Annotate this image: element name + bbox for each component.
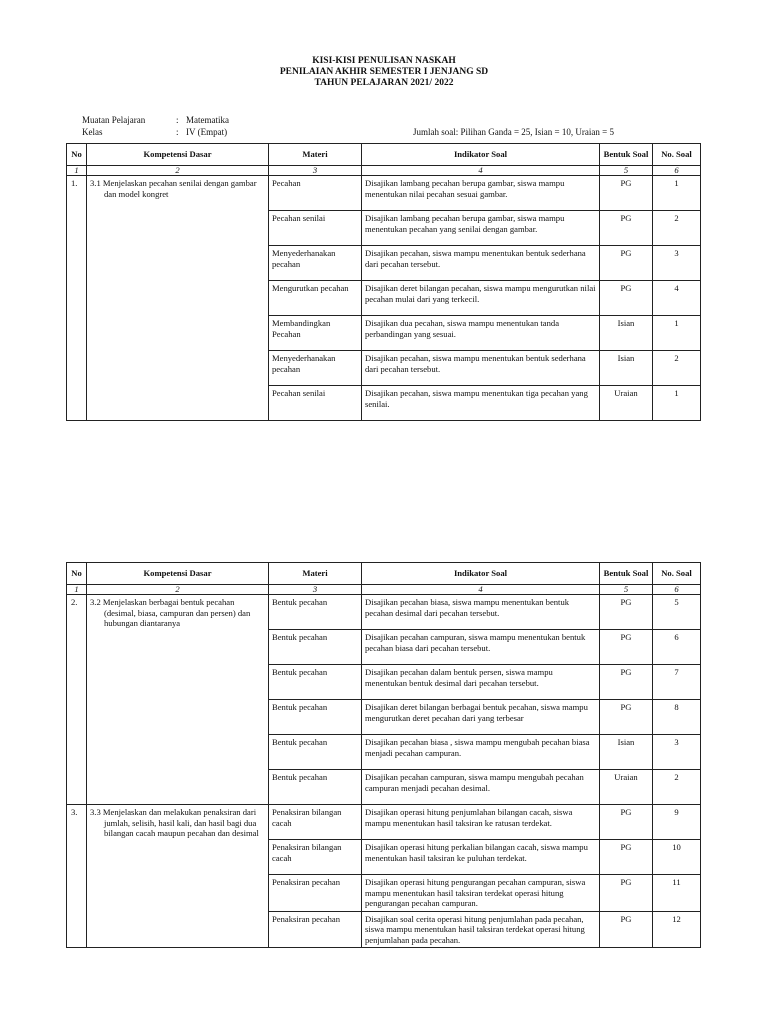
kompetensi-dasar-cell — [87, 176, 269, 421]
bentuk-soal-cell: PG — [600, 246, 653, 281]
bentuk-soal-cell: Isian — [600, 735, 653, 770]
header-materi: Materi — [269, 144, 362, 166]
row-number: 2. — [67, 595, 87, 805]
header-indikator-soal: Indikator Soal — [362, 144, 600, 166]
nomor-soal-cell: 11 — [653, 875, 701, 912]
table-body — [67, 176, 701, 421]
materi-cell: Bentuk pecahan — [269, 735, 362, 770]
header-no: No — [67, 144, 87, 166]
materi-cell: Bentuk pecahan — [269, 770, 362, 805]
column-number: 2 — [87, 166, 269, 176]
nomor-soal-cell: 1 — [653, 386, 701, 421]
indikator-cell: Disajikan operasi hitung pengurangan pecahan campuran, siswa mampu menentukan hasil taksiran terdekat operasi hitung pengurangan pecahan campuran. — [362, 875, 600, 912]
nomor-soal-cell: 1 — [653, 316, 701, 351]
kompetensi-dasar-text: 3.2 Menjelaskan berbagai bentuk pecahan (desimal, biasa, campuran dan persen) dan hubungan diantaranya — [90, 597, 251, 628]
indikator-cell: Disajikan pecahan biasa, siswa mampu menentukan bentuk pecahan desimal dari pecahan tersebut. — [362, 595, 600, 630]
nomor-soal-cell: 10 — [653, 840, 701, 875]
table-header — [67, 144, 701, 176]
indikator-cell: Disajikan pecahan campuran, siswa mampu menentukan bentuk pecahan biasa dari pecahan tersebut. — [362, 630, 600, 665]
class-value: IV (Empat) — [186, 127, 228, 137]
header-no-soal: No. Soal — [653, 144, 701, 166]
subject-colon: : — [176, 115, 179, 125]
column-number: 4 — [362, 585, 600, 595]
title-line-1: KISI-KISI PENULISAN NASKAH — [312, 56, 456, 66]
header-kompetensi-dasar: Kompetensi Dasar — [87, 563, 269, 585]
bentuk-soal-cell: PG — [600, 700, 653, 735]
bentuk-soal-cell: PG — [600, 875, 653, 912]
materi-cell: Penaksiran bilangan cacah — [269, 840, 362, 875]
column-number: 3 — [269, 166, 362, 176]
column-number: 5 — [600, 585, 653, 595]
table-row — [67, 595, 701, 630]
materi-cell: Bentuk pecahan — [269, 665, 362, 700]
column-number: 1 — [67, 166, 87, 176]
nomor-soal-cell: 6 — [653, 630, 701, 665]
materi-cell: Bentuk pecahan — [269, 700, 362, 735]
subject-label: Muatan Pelajaran — [82, 115, 146, 125]
table-header — [67, 563, 701, 595]
header-no-soal: No. Soal — [653, 563, 701, 585]
nomor-soal-cell: 1 — [653, 176, 701, 211]
indikator-cell: Disajikan pecahan biasa , siswa mampu mengubah pecahan biasa menjadi pecahan campuran. — [362, 735, 600, 770]
nomor-soal-cell: 9 — [653, 805, 701, 840]
nomor-soal-cell: 3 — [653, 735, 701, 770]
nomor-soal-cell: 8 — [653, 700, 701, 735]
nomor-soal-cell: 2 — [653, 351, 701, 386]
column-number: 3 — [269, 585, 362, 595]
column-number: 2 — [87, 585, 269, 595]
header-materi: Materi — [269, 563, 362, 585]
bentuk-soal-cell: PG — [600, 805, 653, 840]
nomor-soal-cell: 7 — [653, 665, 701, 700]
nomor-soal-cell: 2 — [653, 211, 701, 246]
materi-cell: Penaksiran pecahan — [269, 875, 362, 912]
indikator-cell: Disajikan pecahan, siswa mampu menentukan bentuk sederhana dari pecahan tersebut. — [362, 351, 600, 386]
table-row — [67, 176, 701, 211]
bentuk-soal-cell: PG — [600, 630, 653, 665]
column-number-row — [67, 166, 701, 176]
row-number: 1. — [67, 176, 87, 421]
title-line-2: PENILAIAN AKHIR SEMESTER I JENJANG SD — [279, 67, 489, 77]
materi-cell: Pecahan — [269, 176, 362, 211]
indikator-cell: Disajikan pecahan dalam bentuk persen, siswa mampu menentukan bentuk desimal dari pecahan tersebut. — [362, 665, 600, 700]
kompetensi-dasar-text: 3.1 Menjelaskan pecahan senilai dengan gambar dan model kongret — [90, 178, 257, 199]
indikator-cell: Disajikan pecahan, siswa mampu menentukan tiga pecahan yang senilai. — [362, 386, 600, 421]
materi-cell: Menyederhanakan pecahan — [269, 351, 362, 386]
indikator-cell: Disajikan soal cerita operasi hitung penjumlahan pada pecahan, siswa mampu menentukan hasil taksiran terdekat operasi hitung penjumlahan pada pecahan. — [362, 911, 600, 948]
nomor-soal-cell: 2 — [653, 770, 701, 805]
bentuk-soal-cell: PG — [600, 665, 653, 700]
indikator-cell: Disajikan operasi hitung penjumlahan bilangan cacah, siswa mampu menentukan hasil taksiran ke ratusan terdekat. — [362, 805, 600, 840]
column-number: 1 — [67, 585, 87, 595]
indikator-cell: Disajikan deret bilangan pecahan, siswa mampu mengurutkan nilai pecahan mulai dari yang terkecil. — [362, 281, 600, 316]
bentuk-soal-cell: Uraian — [600, 386, 653, 421]
nomor-soal-cell: 12 — [653, 911, 701, 948]
class-label: Kelas — [82, 127, 103, 137]
indikator-cell: Disajikan dua pecahan, siswa mampu menentukan tanda perbandingan yang sesuai. — [362, 316, 600, 351]
nomor-soal-cell: 3 — [653, 246, 701, 281]
blueprint-table-1 — [66, 143, 701, 421]
header-row — [67, 563, 701, 585]
blueprint-table-2 — [66, 562, 701, 948]
nomor-soal-cell: 5 — [653, 595, 701, 630]
bentuk-soal-cell: PG — [600, 595, 653, 630]
column-number: 6 — [653, 166, 701, 176]
indikator-cell: Disajikan lambang pecahan berupa gambar, siswa mampu menentukan pecahan yang senilai dengan gambar. — [362, 211, 600, 246]
materi-cell: Penaksiran pecahan — [269, 911, 362, 948]
materi-cell: Pecahan senilai — [269, 386, 362, 421]
materi-cell: Penaksiran bilangan cacah — [269, 805, 362, 840]
kompetensi-dasar-cell — [87, 805, 269, 948]
column-number: 4 — [362, 166, 600, 176]
kompetensi-dasar-cell — [87, 595, 269, 805]
bentuk-soal-cell: Uraian — [600, 770, 653, 805]
header-bentuk-soal: Bentuk Soal — [600, 563, 653, 585]
title-line-3: TAHUN PELAJARAN 2021/ 2022 — [314, 78, 454, 88]
header-row — [67, 144, 701, 166]
bentuk-soal-cell: Isian — [600, 351, 653, 386]
subject-value: Matematika — [186, 115, 229, 125]
materi-cell: Bentuk pecahan — [269, 630, 362, 665]
subject-row — [82, 114, 229, 126]
column-number-row — [67, 585, 701, 595]
column-number: 6 — [653, 585, 701, 595]
header-indikator-soal: Indikator Soal — [362, 563, 600, 585]
class-row — [82, 126, 227, 138]
indikator-cell: Disajikan pecahan campuran, siswa mampu mengubah pecahan campuran menjadi pecahan desimal. — [362, 770, 600, 805]
materi-cell: Mengurutkan pecahan — [269, 281, 362, 316]
indikator-cell: Disajikan pecahan, siswa mampu menentukan bentuk sederhana dari pecahan tersebut. — [362, 246, 600, 281]
materi-cell: Pecahan senilai — [269, 211, 362, 246]
indikator-cell: Disajikan operasi hitung perkalian bilangan cacah, siswa mampu menentukan hasil taksiran ke puluhan terdekat. — [362, 840, 600, 875]
table-body — [67, 595, 701, 948]
bentuk-soal-cell: Isian — [600, 316, 653, 351]
materi-cell: Bentuk pecahan — [269, 595, 362, 630]
column-number: 5 — [600, 166, 653, 176]
class-colon: : — [176, 127, 179, 137]
question-counts: Jumlah soal: Pilihan Ganda = 25, Isian = 10, Uraian = 5 — [413, 127, 614, 137]
indikator-cell: Disajikan lambang pecahan berupa gambar, siswa mampu menentukan nilai pecahan sesuai gambar. — [362, 176, 600, 211]
row-number: 3. — [67, 805, 87, 948]
materi-cell: Menyederhanakan pecahan — [269, 246, 362, 281]
nomor-soal-cell: 4 — [653, 281, 701, 316]
header-no: No — [67, 563, 87, 585]
header-bentuk-soal: Bentuk Soal — [600, 144, 653, 166]
bentuk-soal-cell: PG — [600, 911, 653, 948]
bentuk-soal-cell: PG — [600, 211, 653, 246]
bentuk-soal-cell: PG — [600, 840, 653, 875]
table-row — [67, 805, 701, 840]
bentuk-soal-cell: PG — [600, 176, 653, 211]
header-kompetensi-dasar: Kompetensi Dasar — [87, 144, 269, 166]
document-title — [0, 56, 768, 89]
indikator-cell: Disajikan deret bilangan berbagai bentuk pecahan, siswa mampu mengurutkan deret pecahan dari yang terbesar — [362, 700, 600, 735]
kompetensi-dasar-text: 3.3 Menjelaskan dan melakukan penaksiran dari jumlah, selisih, hasil kali, dan hasil bagi dua bilangan cacah maupun pecahan dan desimal — [90, 807, 259, 838]
bentuk-soal-cell: PG — [600, 281, 653, 316]
materi-cell: Membandingkan Pecahan — [269, 316, 362, 351]
